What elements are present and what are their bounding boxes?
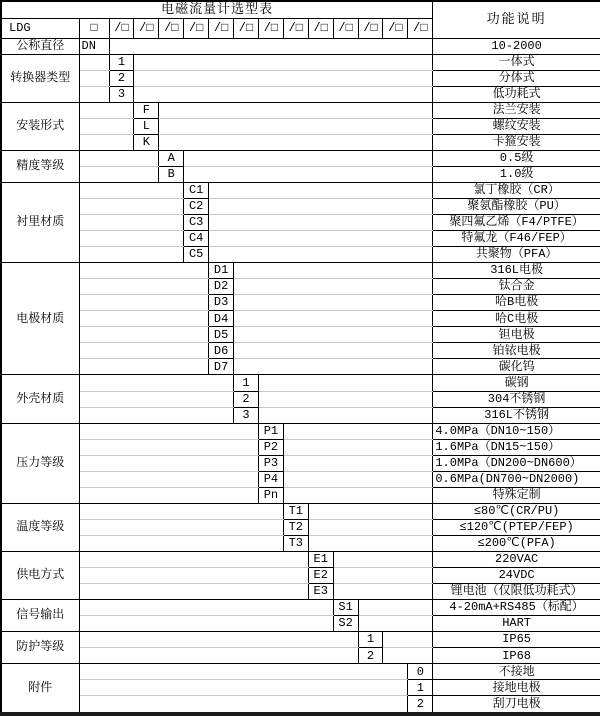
section-row-converter-type-1: [1, 54, 600, 70]
spacer-left-temperature-rating: [79, 535, 283, 551]
code-cell-accuracy-class-A: A: [159, 150, 184, 166]
code-cell-electrode-material-D5: D5: [209, 327, 234, 343]
spacer-right-installation-type: [159, 134, 433, 150]
section-row-electrode-material-D5: [1, 327, 600, 343]
desc-cell-nominal-diameter-DN: 10-2000: [433, 38, 600, 54]
desc-cell-power-supply-E3: 锂电池（仅限低功耗式）: [433, 584, 600, 600]
model-slot-8: /□: [283, 18, 308, 38]
code-cell-accessories-1: 1: [408, 680, 433, 696]
spacer-left-liner-material: [79, 215, 184, 231]
desc-cell-accessories-1: 接地电极: [433, 680, 600, 696]
section-row-electrode-material-D6: [1, 343, 600, 359]
desc-cell-accuracy-class-B: 1.0级: [433, 166, 600, 182]
desc-cell-accuracy-class-A: 0.5级: [433, 150, 600, 166]
model-slot-11: /□: [358, 18, 383, 38]
section-row-pressure-rating-P2: [1, 439, 600, 455]
section-row-pressure-rating-P3: [1, 455, 600, 471]
code-cell-signal-output-S2: S2: [333, 616, 358, 632]
spacer-right-electrode-material: [234, 359, 433, 375]
section-row-installation-type-L: [1, 118, 600, 134]
spacer-right-liner-material: [209, 182, 433, 198]
spacer-right-liner-material: [209, 198, 433, 214]
code-cell-power-supply-E2: E2: [308, 568, 333, 584]
spacer-left-accessories: [79, 664, 408, 680]
spacer-left-pressure-rating: [79, 487, 258, 503]
desc-cell-power-supply-E1: 220VAC: [433, 552, 600, 568]
desc-cell-accessories-0: 不接地: [433, 664, 600, 680]
spacer-left-housing-material: [79, 391, 234, 407]
section-row-liner-material-C4: [1, 231, 600, 247]
code-cell-power-supply-E3: E3: [308, 584, 333, 600]
spacer-right-liner-material: [209, 247, 433, 263]
section-row-temperature-rating-T2: [1, 519, 600, 535]
section-row-accessories-0: [1, 664, 600, 680]
model-slot-3: /□: [159, 18, 184, 38]
code-cell-installation-type-F: F: [134, 102, 159, 118]
spacer-left-signal-output: [79, 616, 333, 632]
spacer-right-electrode-material: [234, 343, 433, 359]
code-cell-electrode-material-D7: D7: [209, 359, 234, 375]
spacer-left-electrode-material: [79, 343, 209, 359]
desc-cell-liner-material-C1: 氯丁橡胶（CR）: [433, 182, 600, 198]
spacer-left-pressure-rating: [79, 455, 258, 471]
section-row-liner-material-C1: [1, 182, 600, 198]
section-row-pressure-rating-Pn: [1, 487, 600, 503]
spacer-right-protection-rating: [383, 632, 433, 648]
desc-cell-accessories-2: 刮刀电极: [433, 696, 600, 714]
spacer-left-housing-material: [79, 375, 234, 391]
spacer-right-temperature-rating: [308, 503, 433, 519]
spacer-left-power-supply: [79, 568, 308, 584]
desc-cell-pressure-rating-P3: 1.0MPa（DN200~DN600）: [433, 455, 600, 471]
desc-cell-liner-material-C3: 聚四氟乙烯（F4/PTFE）: [433, 215, 600, 231]
category-temperature-rating: 温度等级: [1, 503, 79, 551]
section-row-accuracy-class-A: [1, 150, 600, 166]
spacer-left-electrode-material: [79, 327, 209, 343]
code-cell-electrode-material-D6: D6: [209, 343, 234, 359]
section-row-pressure-rating-P1: [1, 423, 600, 439]
section-row-housing-material-1: [1, 375, 600, 391]
section-row-electrode-material-D3: [1, 295, 600, 311]
model-slot-13: /□: [408, 18, 433, 38]
category-protection-rating: 防护等级: [1, 632, 79, 664]
code-cell-installation-type-K: K: [134, 134, 159, 150]
section-row-power-supply-E2: [1, 568, 600, 584]
model-box-slot: □: [79, 18, 109, 38]
code-cell-electrode-material-D2: D2: [209, 279, 234, 295]
desc-cell-converter-type-3: 低功耗式: [433, 86, 600, 102]
section-row-nominal-diameter-DN: [1, 38, 600, 54]
spacer-right-pressure-rating: [283, 423, 433, 439]
spacer-left-converter-type: [79, 70, 109, 86]
spacer-left-liner-material: [79, 198, 184, 214]
spacer-right-temperature-rating: [308, 519, 433, 535]
section-row-liner-material-C3: [1, 215, 600, 231]
spacer-right-nominal-diameter: [109, 38, 433, 54]
code-cell-pressure-rating-P1: P1: [258, 423, 283, 439]
spacer-left-liner-material: [79, 247, 184, 263]
spacer-left-installation-type: [79, 134, 134, 150]
section-row-protection-rating-2: [1, 648, 600, 664]
desc-cell-pressure-rating-Pn: 特殊定制: [433, 487, 600, 503]
spacer-right-accuracy-class: [184, 166, 433, 182]
desc-cell-installation-type-L: 螺纹安装: [433, 118, 600, 134]
model-slot-7: /□: [258, 18, 283, 38]
section-row-electrode-material-D1: [1, 263, 600, 279]
category-accessories: 附件: [1, 664, 79, 714]
desc-cell-liner-material-C4: 特氟龙（F46/FEP）: [433, 231, 600, 247]
spacer-right-liner-material: [209, 231, 433, 247]
code-cell-accuracy-class-B: B: [159, 166, 184, 182]
desc-cell-electrode-material-D2: 钛合金: [433, 279, 600, 295]
code-cell-liner-material-C3: C3: [184, 215, 209, 231]
spacer-right-temperature-rating: [308, 535, 433, 551]
spacer-right-housing-material: [258, 375, 432, 391]
code-cell-liner-material-C2: C2: [184, 198, 209, 214]
code-cell-housing-material-1: 1: [234, 375, 259, 391]
desc-cell-signal-output-S2: HART: [433, 616, 600, 632]
desc-cell-electrode-material-D5: 钽电极: [433, 327, 600, 343]
code-cell-signal-output-S1: S1: [333, 600, 358, 616]
table-title: 电磁流量计选型表: [1, 1, 433, 18]
section-row-temperature-rating-T1: [1, 503, 600, 519]
spacer-left-converter-type: [79, 54, 109, 70]
code-cell-electrode-material-D1: D1: [209, 263, 234, 279]
code-cell-electrode-material-D3: D3: [209, 295, 234, 311]
desc-cell-pressure-rating-P4: 0.6MPa(DN700~DN2000): [433, 471, 600, 487]
section-row-liner-material-C2: [1, 198, 600, 214]
spacer-right-pressure-rating: [283, 471, 433, 487]
desc-cell-electrode-material-D4: 哈C电极: [433, 311, 600, 327]
model-slot-4: /□: [184, 18, 209, 38]
section-row-temperature-rating-T3: [1, 535, 600, 551]
category-pressure-rating: 压力等级: [1, 423, 79, 503]
section-row-accessories-2: [1, 696, 600, 714]
section-row-converter-type-3: [1, 86, 600, 102]
spacer-left-electrode-material: [79, 279, 209, 295]
spacer-right-electrode-material: [234, 311, 433, 327]
category-power-supply: 供电方式: [1, 552, 79, 600]
code-cell-liner-material-C4: C4: [184, 231, 209, 247]
model-slot-12: /□: [383, 18, 408, 38]
desc-cell-electrode-material-D6: 铂铱电极: [433, 343, 600, 359]
spacer-right-converter-type: [134, 70, 433, 86]
desc-cell-pressure-rating-P1: 4.0MPa（DN10~150）: [433, 423, 600, 439]
section-row-accuracy-class-B: [1, 166, 600, 182]
section-row-installation-type-K: [1, 134, 600, 150]
model-slot-6: /□: [234, 18, 259, 38]
section-row-pressure-rating-P4: [1, 471, 600, 487]
desc-cell-temperature-rating-T3: ≤200℃(PFA): [433, 535, 600, 551]
category-nominal-diameter: 公称直径: [1, 38, 79, 54]
desc-cell-signal-output-S1: 4-20mA+RS485（标配）: [433, 600, 600, 616]
desc-cell-protection-rating-1: IP65: [433, 632, 600, 648]
desc-cell-temperature-rating-T2: ≤120℃(PTEP/FEP): [433, 519, 600, 535]
spacer-right-pressure-rating: [283, 439, 433, 455]
category-installation-type: 安装形式: [1, 102, 79, 150]
spacer-right-housing-material: [258, 407, 432, 423]
desc-cell-installation-type-F: 法兰安装: [433, 102, 600, 118]
spacer-left-liner-material: [79, 231, 184, 247]
spacer-right-housing-material: [258, 391, 432, 407]
code-cell-liner-material-C5: C5: [184, 247, 209, 263]
spacer-left-converter-type: [79, 86, 109, 102]
code-cell-converter-type-1: 1: [109, 54, 134, 70]
code-cell-temperature-rating-T1: T1: [283, 503, 308, 519]
spacer-left-power-supply: [79, 584, 308, 600]
spacer-right-signal-output: [358, 616, 433, 632]
model-slot-9: /□: [308, 18, 333, 38]
spacer-left-electrode-material: [79, 263, 209, 279]
spacer-left-protection-rating: [79, 648, 358, 664]
spacer-right-installation-type: [159, 102, 433, 118]
spacer-left-accessories: [79, 696, 408, 714]
spacer-left-electrode-material: [79, 311, 209, 327]
spacer-left-pressure-rating: [79, 471, 258, 487]
section-row-power-supply-E1: [1, 552, 600, 568]
spacer-left-pressure-rating: [79, 423, 258, 439]
section-row-installation-type-F: [1, 102, 600, 118]
desc-cell-electrode-material-D1: 316L电极: [433, 263, 600, 279]
spacer-right-installation-type: [159, 118, 433, 134]
code-cell-installation-type-L: L: [134, 118, 159, 134]
desc-cell-temperature-rating-T1: ≤80℃(CR/PU): [433, 503, 600, 519]
code-cell-pressure-rating-P4: P4: [258, 471, 283, 487]
model-slot-1: /□: [109, 18, 134, 38]
section-row-converter-type-2: [1, 70, 600, 86]
code-cell-pressure-rating-Pn: Pn: [258, 487, 283, 503]
desc-cell-liner-material-C5: 共聚物（PFA）: [433, 247, 600, 263]
desc-cell-installation-type-K: 卡箍安装: [433, 134, 600, 150]
code-cell-pressure-rating-P2: P2: [258, 439, 283, 455]
spacer-left-accuracy-class: [79, 150, 159, 166]
code-cell-housing-material-3: 3: [234, 407, 259, 423]
code-cell-power-supply-E1: E1: [308, 552, 333, 568]
code-cell-temperature-rating-T3: T3: [283, 535, 308, 551]
desc-cell-liner-material-C2: 聚氨酯橡胶（PU）: [433, 198, 600, 214]
category-converter-type: 转换器类型: [1, 54, 79, 102]
code-cell-temperature-rating-T2: T2: [283, 519, 308, 535]
spacer-left-temperature-rating: [79, 503, 283, 519]
spacer-left-protection-rating: [79, 632, 358, 648]
spacer-left-temperature-rating: [79, 519, 283, 535]
section-row-housing-material-3: [1, 407, 600, 423]
section-row-power-supply-E3: [1, 584, 600, 600]
desc-cell-pressure-rating-P2: 1.6MPa（DN15~150）: [433, 439, 600, 455]
code-cell-converter-type-2: 2: [109, 70, 134, 86]
spacer-right-electrode-material: [234, 279, 433, 295]
section-row-signal-output-S1: [1, 600, 600, 616]
desc-cell-power-supply-E2: 24VDC: [433, 568, 600, 584]
desc-cell-converter-type-1: 一体式: [433, 54, 600, 70]
spacer-left-liner-material: [79, 182, 184, 198]
section-row-liner-material-C5: [1, 247, 600, 263]
section-row-electrode-material-D7: [1, 359, 600, 375]
spacer-left-electrode-material: [79, 359, 209, 375]
spacer-right-converter-type: [134, 86, 433, 102]
spacer-right-electrode-material: [234, 295, 433, 311]
code-cell-liner-material-C1: C1: [184, 182, 209, 198]
spacer-right-electrode-material: [234, 327, 433, 343]
code-cell-nominal-diameter-DN: DN: [79, 38, 109, 54]
desc-cell-converter-type-2: 分体式: [433, 70, 600, 86]
spacer-right-protection-rating: [383, 648, 433, 664]
spacer-right-power-supply: [333, 552, 433, 568]
spacer-left-installation-type: [79, 118, 134, 134]
spacer-right-liner-material: [209, 215, 433, 231]
model-slot-5: /□: [209, 18, 234, 38]
function-column-header: 功能说明: [433, 1, 600, 38]
model-slot-2: /□: [134, 18, 159, 38]
spacer-right-pressure-rating: [283, 487, 433, 503]
title-row: [1, 1, 600, 18]
desc-cell-housing-material-1: 碳钢: [433, 375, 600, 391]
desc-cell-housing-material-3: 316L不锈钢: [433, 407, 600, 423]
spacer-right-electrode-material: [234, 263, 433, 279]
spacer-left-power-supply: [79, 552, 308, 568]
spacer-right-power-supply: [333, 584, 433, 600]
spacer-right-pressure-rating: [283, 455, 433, 471]
section-row-accessories-1: [1, 680, 600, 696]
code-cell-accessories-2: 2: [408, 696, 433, 714]
spacer-right-power-supply: [333, 568, 433, 584]
spacer-right-converter-type: [134, 54, 433, 70]
section-row-electrode-material-D2: [1, 279, 600, 295]
spacer-right-signal-output: [358, 600, 433, 616]
spacer-left-installation-type: [79, 102, 134, 118]
model-slot-10: /□: [333, 18, 358, 38]
spacer-left-accessories: [79, 680, 408, 696]
desc-cell-protection-rating-2: IP68: [433, 648, 600, 664]
code-cell-pressure-rating-P3: P3: [258, 455, 283, 471]
section-row-housing-material-2: [1, 391, 600, 407]
model-prefix: LDG: [1, 18, 79, 38]
desc-cell-electrode-material-D7: 碳化钨: [433, 359, 600, 375]
spacer-left-pressure-rating: [79, 439, 258, 455]
category-liner-material: 衬里材质: [1, 182, 79, 262]
section-row-protection-rating-1: [1, 632, 600, 648]
category-housing-material: 外壳材质: [1, 375, 79, 423]
desc-cell-housing-material-2: 304不锈钢: [433, 391, 600, 407]
code-cell-converter-type-3: 3: [109, 86, 134, 102]
spacer-left-signal-output: [79, 600, 333, 616]
code-cell-protection-rating-2: 2: [358, 648, 383, 664]
section-row-signal-output-S2: [1, 616, 600, 632]
category-electrode-material: 电极材质: [1, 263, 79, 375]
selection-table-body: [1, 1, 600, 714]
category-signal-output: 信号输出: [1, 600, 79, 632]
spacer-left-housing-material: [79, 407, 234, 423]
spacer-right-accuracy-class: [184, 150, 433, 166]
spacer-left-accuracy-class: [79, 166, 159, 182]
desc-cell-electrode-material-D3: 哈B电极: [433, 295, 600, 311]
code-cell-housing-material-2: 2: [234, 391, 259, 407]
code-cell-electrode-material-D4: D4: [209, 311, 234, 327]
spacer-left-electrode-material: [79, 295, 209, 311]
category-accuracy-class: 精度等级: [1, 150, 79, 182]
section-row-electrode-material-D4: [1, 311, 600, 327]
code-cell-accessories-0: 0: [408, 664, 433, 680]
code-cell-protection-rating-1: 1: [358, 632, 383, 648]
